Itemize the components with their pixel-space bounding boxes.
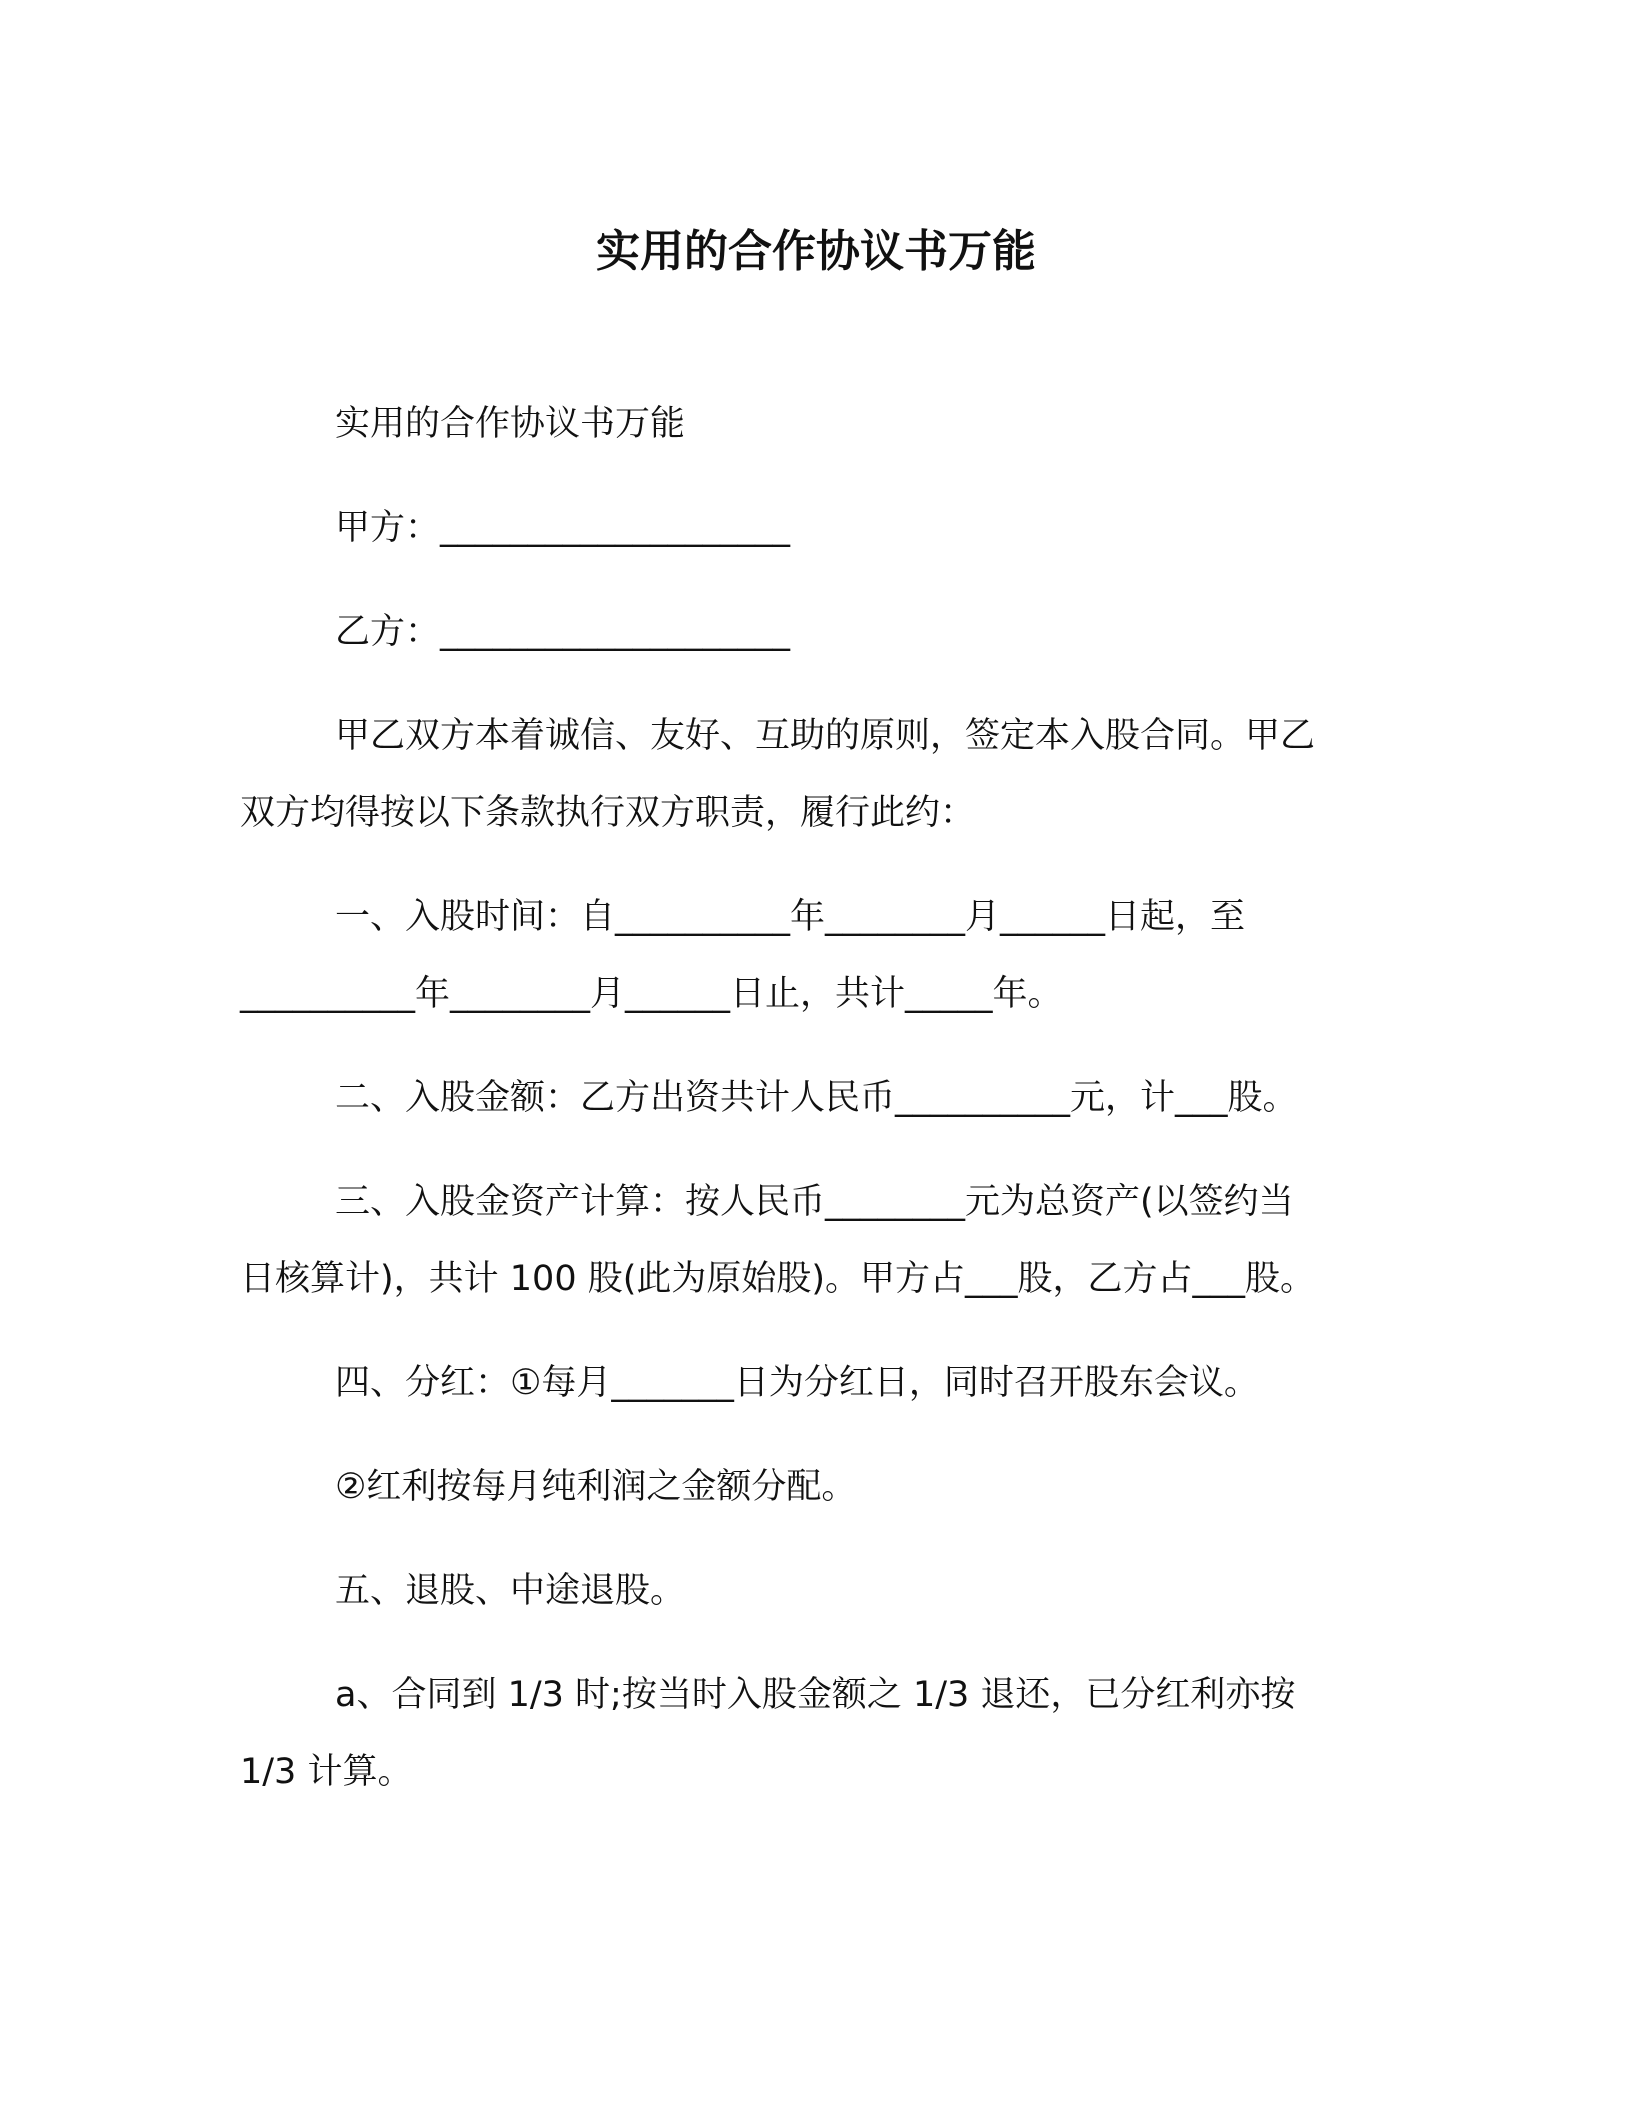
paragraph-clause-3 [240,1164,1420,1318]
document-body [240,386,1420,1838]
paragraph-line: 甲方：____________________ [335,508,791,548]
paragraph-line: a、合同到 1/3 时;按当时入股金额之 1/3 退还，已分红利亦按 [335,1675,1296,1715]
paragraph-clause-2 [240,1060,1420,1137]
paragraph-clause-5a [240,1657,1420,1811]
paragraph-clause-4-sub [240,1449,1420,1526]
document-title: 实用的合作协议书万能 [596,226,1036,277]
paragraph-clause-5 [240,1553,1420,1630]
paragraph-line: 双方均得按以下条款执行双方职责，履行此约： [240,793,976,833]
paragraph-line: 二、入股金额：乙方出资共计人民币__________元，计___股。 [335,1078,1298,1118]
paragraph-line: 实用的合作协议书万能 [335,404,686,444]
paragraph-line: 乙方：____________________ [335,612,791,652]
paragraph-party-a [240,490,1420,567]
paragraph-line: ②红利按每月纯利润之金额分配。 [335,1467,857,1507]
paragraph-line: 日核算计)，共计 100 股(此为原始股)。甲方占___股，乙方占___股。 [240,1259,1316,1299]
paragraph-preamble [240,698,1420,852]
paragraph-line: 甲乙双方本着诚信、友好、互助的原则，签定本入股合同。甲乙 [335,716,1316,756]
paragraph-line: 三、入股金资产计算：按人民币________元为总资产(以签约当 [335,1182,1294,1222]
paragraph-subtitle [240,386,1420,463]
paragraph-clause-4 [240,1345,1420,1422]
paragraph-line: 四、分红：①每月_______日为分红日，同时召开股东会议。 [335,1363,1259,1403]
paragraph-party-b [240,594,1420,671]
paragraph-line: __________年________月______日止，共计_____年。 [240,974,1063,1014]
paragraph-line: 一、入股时间：自__________年________月______日起，至 [335,897,1246,937]
paragraph-clause-1 [240,879,1420,1033]
paragraph-line: 五、退股、中途退股。 [335,1571,686,1611]
paragraph-line: 1/3 计算。 [240,1752,413,1792]
